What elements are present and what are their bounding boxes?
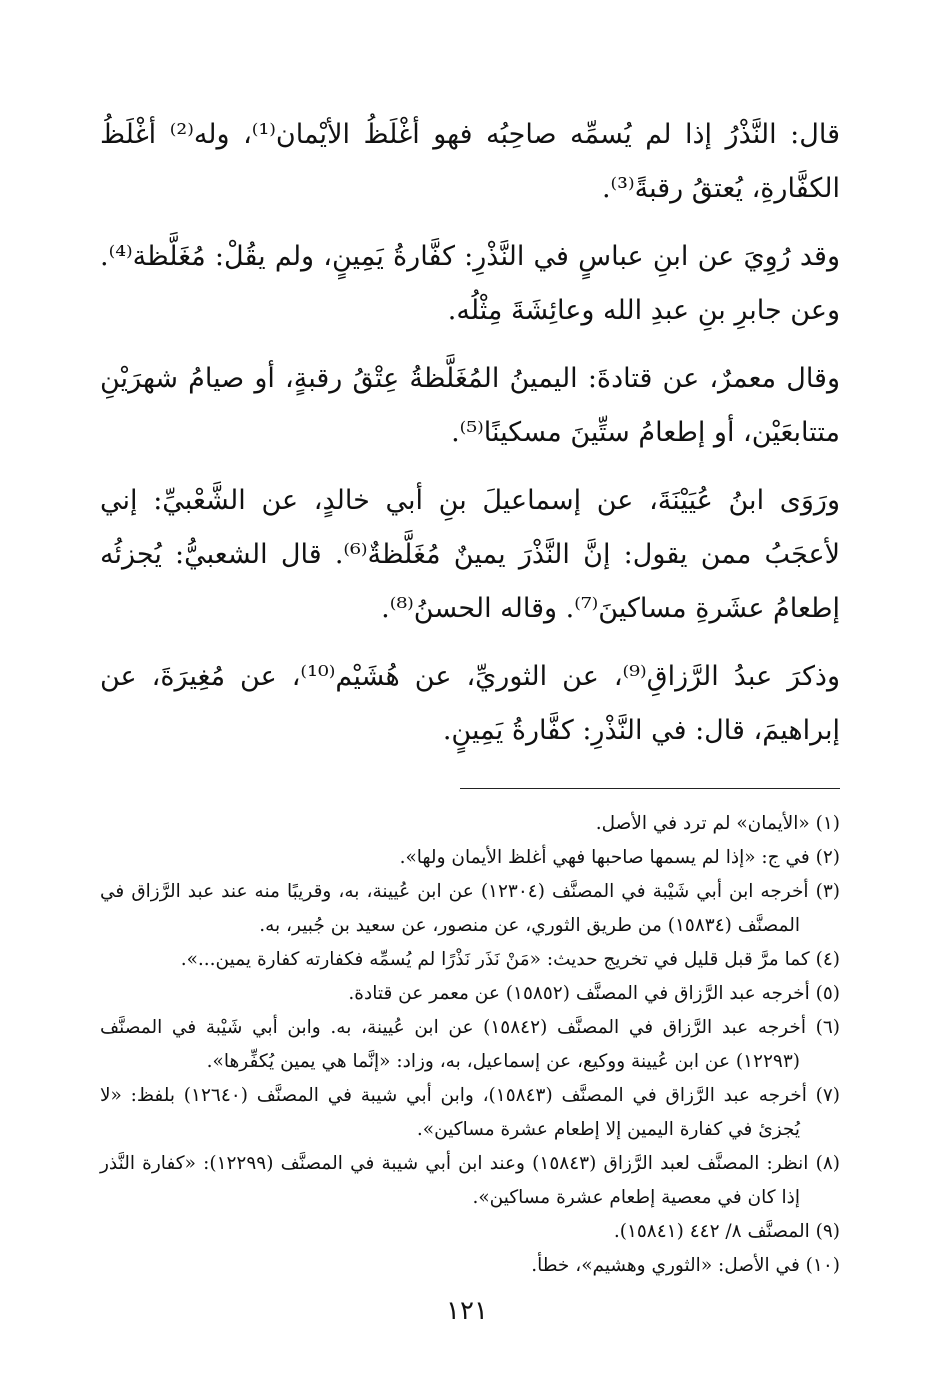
paragraph: وقال معمرٌ، عن قتادةَ: اليمينُ المُغَلَّظةُ عِتْقُ رقبةٍ، أو صيامُ شهرَيْنِ متتابعَيْن، أو إطعامُ ستِّينَ مسكينًا⁽⁵⁾. — [100, 363, 840, 448]
footnote: (١٠) في الأصل: «الثوري وهشيم»، خطأ. — [531, 1255, 840, 1276]
page-number: ١٢١ — [446, 1296, 488, 1326]
paragraph: وذكرَ عبدُ الرَّزاقِ⁽⁹⁾، عن الثوريِّ، عن هُشَيْم⁽¹⁰⁾، عن مُغِيرَةَ، عن إبراهيمَ، قال: في النَّذْرِ: كفَّارةُ يَمِينٍ. — [100, 661, 840, 746]
paragraph: قال: النَّذْرُ إذا لم يُسمِّه صاحِبُه فهو أغْلَظُ الأيْمان⁽¹⁾، وله⁽²⁾ أغْلَظُ الكفَّارةِ، يُعتقُ رقبةً⁽³⁾. — [100, 119, 840, 204]
main-text — [100, 108, 840, 758]
footnote: (٣) أخرجه ابن أبي شَيْبة في المصنَّف (١٢٣٠٤) عن ابن عُيينة، به، وقريبًا منه عند عبد الرَّزاق في المصنَّف (١٥٨٣٤) من طريق الثوري، عن منصور، عن سعيد بن جُبير، به. — [100, 881, 840, 936]
footnotes — [100, 807, 840, 1283]
footnote: (١) «الأيمان» لم ترد في الأصل. — [595, 813, 840, 834]
footnote: (٧) أخرجه عبد الرَّزاق في المصنَّف (١٥٨٤٣)، وابن أبي شيبة في المصنَّف (١٢٦٤٠) بلفظ: «لا يُجزئ في كفارة اليمين إلا إطعام عشرة مساكين». — [100, 1085, 840, 1140]
paragraph: وقد رُوِيَ عن ابنِ عباسٍ في النَّذْرِ: كفَّارةُ يَمِينٍ، ولم يقُلْ: مُغَلَّظة⁽⁴⁾. وعن جابرِ بنِ عبدِ الله وعائِشَةَ مِثْلُه. — [100, 241, 840, 326]
footnote: (٦) أخرجه عبد الرَّزاق في المصنَّف (١٥٨٤٢) عن ابن عُيينة، به. وابن أبي شَيْبة في المصنَّف (١٢٢٩٣) عن ابن عُيينة ووكيع، عن إسماعيل، به، وزاد: «إنَّما هي يمين يُكفِّرها». — [100, 1017, 840, 1072]
footnote: (٩) المصنَّف ٨/ ٤٤٢ (١٥٨٤١). — [613, 1221, 840, 1242]
paragraph: ورَوَى ابنُ عُيَيْنَةَ، عن إسماعيلَ بنِ أبي خالدٍ، عن الشَّعْبيِّ: إني لأعجَبُ ممن يقول: إنَّ النَّذْرَ يمينٌ مُغَلَّظةٌ⁽⁶⁾. قال الشعبيُّ: يُجزئُه إطعامُ عشَرةِ مساكينَ⁽⁷⁾. وقاله الحسنُ⁽⁸⁾. — [100, 485, 841, 624]
footnote: (٨) انظر: المصنَّف لعبد الرَّزاق (١٥٨٤٣) وعند ابن أبي شيبة في المصنَّف (١٢٢٩٩): «كفارة النَّذر إذا كان في معصية إطعام عشرة مساكين». — [100, 1153, 840, 1208]
footnote: (٤) كما مرَّ قبل قليل في تخريج حديث: «مَنْ نَذَر نَذْرًا لم يُسمِّه فكفارته كفارة يمين...». — [180, 949, 840, 970]
footnote-separator — [460, 788, 840, 789]
footnote: (٥) أخرجه عبد الرَّزاق في المصنَّف (١٥٨٥٢) عن معمر عن قتادة. — [348, 983, 840, 1004]
footnote: (٢) في ج: «إذا لم يسمها صاحبها فهي أغلظ الأيمان ولها». — [399, 847, 840, 868]
